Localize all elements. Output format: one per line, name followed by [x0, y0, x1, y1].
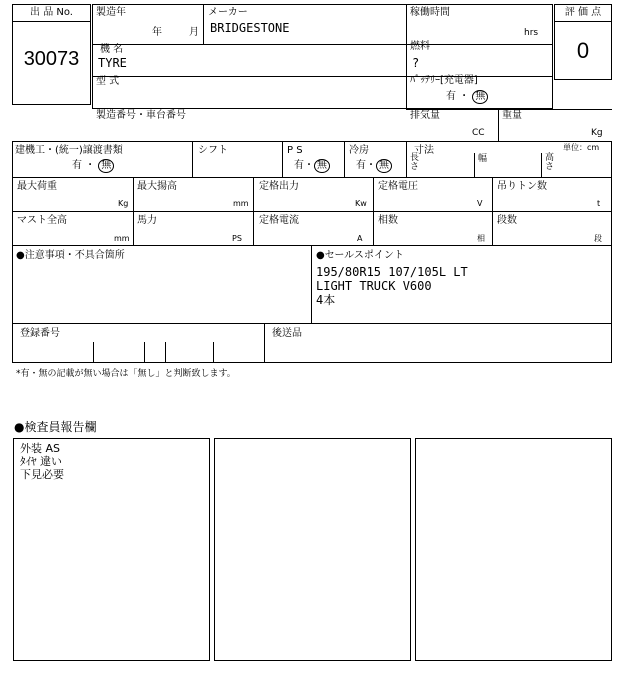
inspector-line-2: ﾀｲﾔ 違い: [20, 455, 62, 468]
inspector-line-1: 外装 AS: [20, 442, 61, 455]
sales-line-1: 195/80R15 107/105L LT: [316, 265, 468, 279]
cooling-yes-no: 有・ 無: [356, 159, 392, 173]
lift-ton-label: 吊りトン数: [497, 181, 547, 192]
transfer-yes: 有: [72, 160, 82, 171]
ps-label: P S: [287, 145, 303, 156]
steps-label: 段数: [497, 215, 517, 226]
rated-current-unit: A: [357, 234, 363, 243]
max-lift-label: 最大揚高: [137, 181, 177, 192]
rated-current-label: 定格電流: [259, 215, 299, 226]
rated-voltage-unit: V: [477, 199, 483, 208]
fuel-value: ?: [412, 56, 420, 70]
inspector-title: ●検査員報告欄: [14, 420, 97, 434]
mast-height-unit: mm: [114, 234, 130, 243]
cooling-yes: 有: [356, 160, 366, 171]
phase-unit: 相: [477, 234, 485, 243]
serial-label: 製造番号・車台番号: [96, 110, 186, 121]
battery-yes: 有: [446, 91, 456, 102]
length-label: 長 さ: [410, 153, 420, 172]
dimensions-unit: 単位：cm: [563, 143, 600, 152]
sales-label: ●セールスポイント: [316, 250, 404, 261]
model-value: TYRE: [98, 56, 127, 70]
score-value: 0: [576, 38, 590, 63]
battery-label: ﾊﾞｯﾃﾘｰ[充電器]: [410, 75, 478, 86]
rated-output-unit: Kw: [355, 199, 367, 208]
sales-line-2: LIGHT TRUCK V600: [316, 279, 432, 293]
inspector-box-2: [214, 438, 411, 661]
mast-height-label: マスト全高: [17, 215, 67, 226]
cooling-no-circled: 無: [376, 159, 392, 173]
registration-label: 登録番号: [20, 328, 60, 339]
phase-label: 相数: [378, 215, 398, 226]
lot-number: 30073: [23, 48, 80, 70]
inspector-box-3: [415, 438, 612, 661]
ps-yes-no: 有・ 無: [294, 159, 330, 173]
rated-voltage-label: 定格電圧: [378, 181, 418, 192]
horsepower-unit: PS: [232, 234, 242, 243]
hours-unit: hrs: [524, 28, 539, 38]
type-label: 型 式: [96, 76, 120, 87]
ps-yes: 有: [294, 160, 304, 171]
score-label: 評 価 点: [564, 7, 602, 18]
max-load-label: 最大荷重: [17, 181, 57, 192]
ps-no-circled: 無: [314, 159, 330, 173]
max-lift-unit: mm: [233, 199, 249, 208]
transfer-no-circled: 無: [98, 159, 114, 173]
sales-line-3: 4本: [316, 293, 336, 307]
footnote: *有・無の記載が無い場合は「無し」と判断致します。: [16, 369, 236, 379]
maker-label: メーカー: [208, 7, 248, 18]
year-label: 製造年: [96, 7, 126, 18]
battery-yes-no: 有 ・ 無: [446, 90, 488, 104]
width-label: 幅: [478, 154, 488, 164]
lift-ton-unit: t: [597, 199, 601, 208]
max-load-unit: Kg: [118, 199, 129, 208]
shipping-label: 後送品: [272, 328, 302, 339]
specs-grid: [12, 141, 612, 246]
maker-value: BRIDGESTONE: [210, 21, 290, 35]
registration-block: [12, 323, 612, 363]
fuel-label: 燃料: [410, 41, 430, 52]
model-label: 機 名: [100, 44, 124, 55]
hours-label: 稼働時間: [410, 7, 450, 18]
transfer-doc-label: 建機工・(統一)譲渡書類: [15, 145, 123, 156]
displacement-label: 排気量: [410, 110, 440, 121]
rated-output-label: 定格出力: [259, 181, 299, 192]
horsepower-label: 馬力: [137, 215, 157, 226]
height-label: 高 さ: [545, 153, 555, 172]
year-unit: 年: [152, 27, 162, 38]
weight-unit: Kg: [591, 128, 603, 138]
caution-label: ●注意事項・不具合箇所: [16, 250, 125, 261]
dimensions-label: 寸法: [414, 145, 434, 156]
battery-no-circled: 無: [472, 90, 488, 104]
month-unit: 月: [189, 27, 199, 38]
weight-label: 重量: [502, 110, 522, 121]
displacement-unit: CC: [472, 128, 485, 138]
shift-label: シフト: [198, 145, 228, 156]
transfer-yes-no: 有 ・ 無: [72, 159, 114, 173]
steps-unit: 段: [594, 234, 602, 243]
inspector-line-3: 下見必要: [20, 468, 64, 481]
lot-label: 出 品 No.: [30, 7, 73, 18]
cooling-label: 冷房: [349, 145, 369, 156]
